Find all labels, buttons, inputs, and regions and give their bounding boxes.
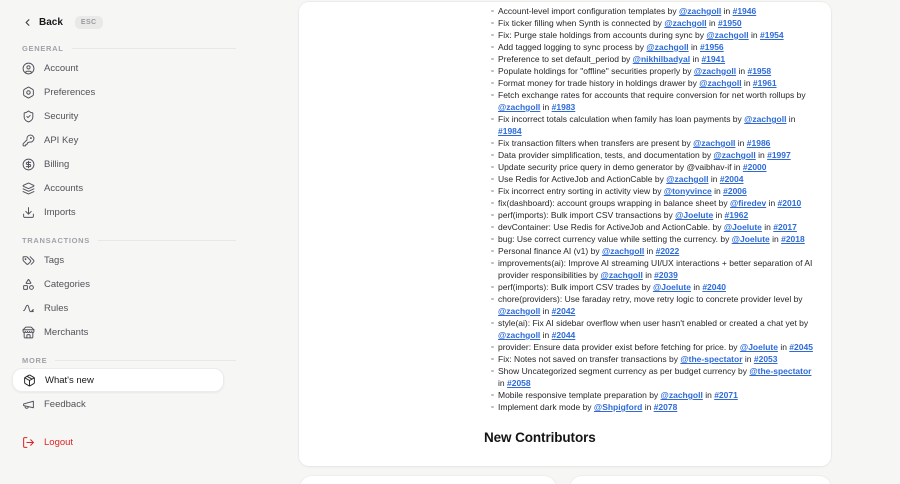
changelog-item: improvements(ai): Improve AI streaming UI/UX interactions + better separation of AI provider responsibilities by @zachgoll in #2039 — [498, 257, 817, 281]
author-link[interactable]: @Joelute — [739, 342, 778, 352]
author-link[interactable]: @zachgoll — [664, 18, 707, 28]
sidebar-item-imports[interactable] — [12, 200, 224, 224]
merchants-icon — [22, 326, 35, 339]
sidebar-item-label: Categories — [44, 278, 90, 290]
sidebar-item-label: Security — [44, 110, 79, 122]
changelog-item: Fix incorrect entry sorting in activity view by @tonyvince in #2006 — [498, 185, 817, 197]
author-link[interactable]: @zachgoll — [699, 78, 742, 88]
sidebar-item-tags[interactable] — [12, 248, 224, 272]
sidebar-item-api-key[interactable] — [12, 128, 224, 152]
billing-icon — [22, 158, 35, 171]
section-label: MORE — [22, 355, 48, 365]
section-header — [12, 42, 236, 54]
pr-link[interactable]: #1954 — [760, 30, 784, 40]
pr-link[interactable]: #2017 — [773, 222, 797, 232]
sidebar-item-security[interactable] — [12, 104, 224, 128]
sidebar-item-merchants[interactable] — [12, 320, 224, 344]
pr-link[interactable]: #2000 — [742, 162, 767, 172]
section-label: GENERAL — [22, 43, 64, 53]
sidebar-item-label: What's new — [45, 374, 94, 386]
author-link[interactable]: @zachgoll — [600, 270, 643, 280]
sidebar-item-label: Merchants — [44, 326, 89, 338]
changelog-item: Implement dark mode by @Shpigford in #2078 — [498, 401, 817, 413]
changelog-item: bug: Use correct currency value while setting the currency. by @Joelute in #2018 — [498, 233, 817, 245]
section-label: TRANSACTIONS — [22, 235, 90, 245]
author-link[interactable]: @zachgoll — [693, 66, 737, 76]
changelog-item: fix(dashboard): account groups wrapping in balance sheet by @firedev in #2010 — [498, 197, 817, 209]
author-link[interactable]: @zachgoll — [693, 138, 736, 148]
back-button[interactable] — [12, 12, 236, 32]
pr-link[interactable]: #1941 — [701, 54, 726, 64]
sidebar-item-preferences[interactable] — [12, 80, 224, 104]
changelog-item: Update security price query in demo generator by @vaibhav-if in #2000 — [498, 161, 817, 173]
section-divider — [98, 240, 236, 241]
changelog-item: style(ai): Fix AI sidebar overflow when user hasn't enabled or created a chat yet by @zachgoll in #2044 — [498, 317, 817, 341]
author-link[interactable]: @zachgoll — [706, 30, 749, 40]
sidebar-item-label: Accounts — [44, 182, 84, 194]
author-link[interactable]: @the-spectator — [680, 354, 743, 364]
sidebar-item-what-s-new[interactable] — [12, 368, 224, 392]
changelog-item: Fix: Purge stale holdings from accounts during sync by @zachgoll in #1954 — [498, 29, 817, 41]
changelog-item: Fix ticker filling when Synth is connected by @zachgoll in #1950 — [498, 17, 817, 29]
pr-link[interactable]: #1958 — [747, 66, 772, 76]
pr-link[interactable]: #2044 — [551, 330, 576, 340]
section-header — [12, 354, 236, 366]
sidebar-item-label: Feedback — [44, 398, 86, 410]
sidebar-item-label: Rules — [44, 302, 69, 314]
author-link[interactable]: @zachgoll — [713, 150, 756, 160]
feedback-icon — [22, 398, 35, 411]
author-link[interactable]: @zachgoll — [666, 174, 709, 184]
author-link[interactable]: @Joelute — [723, 222, 762, 232]
whats-new-panel — [299, 2, 831, 466]
api-key-icon — [22, 134, 35, 147]
categories-icon — [22, 278, 35, 291]
changelog-item: Account-level import configuration templates by @zachgoll in #1946 — [498, 5, 817, 17]
author-link[interactable]: @nikhilbadyal — [632, 54, 691, 64]
author-link[interactable]: @zachgoll — [498, 306, 541, 316]
sidebar-item-account[interactable] — [12, 56, 224, 80]
author-link[interactable]: @Joelute — [652, 282, 691, 292]
changelog-item: devContainer: Use Redis for ActiveJob and ActionCable. by @Joelute in #2017 — [498, 221, 817, 233]
accounts-icon — [22, 182, 35, 195]
sidebar-sections — [12, 42, 236, 416]
pr-link[interactable]: #1961 — [752, 78, 777, 88]
sidebar-item-feedback[interactable] — [12, 392, 224, 416]
pr-link[interactable]: #1962 — [724, 210, 749, 220]
new-contributors-heading: New Contributors — [484, 430, 596, 445]
changelog-item: Mobile responsive template preparation by @zachgoll in #2071 — [498, 389, 817, 401]
pr-link[interactable]: #2040 — [702, 282, 726, 292]
changelog-item: Add tagged logging to sync process by @zachgoll in #1956 — [498, 41, 817, 53]
account-icon — [22, 62, 35, 75]
changelog-item: Fix: Notes not saved on transfer transactions by @the-spectator in #2053 — [498, 353, 817, 365]
author-link[interactable]: @firedev — [730, 198, 767, 208]
section-divider — [55, 360, 236, 361]
changelog-item: Show Uncategorized segment currency as per budget currency by @the-spectator in #2058 — [498, 365, 817, 389]
contributor-card — [570, 476, 831, 484]
section-header — [12, 234, 236, 246]
whats-new-icon — [23, 374, 36, 387]
changelog-item: provider: Ensure data provider exist before fetching for price. by @Joelute in #2045 — [498, 341, 817, 353]
changelog-item: Fix incorrect totals calculation when family has loan payments by @zachgoll in #1984 — [498, 113, 817, 137]
pr-link[interactable]: #2045 — [789, 342, 813, 352]
pr-link[interactable]: #2004 — [719, 174, 744, 184]
author-link[interactable]: @zachgoll — [660, 390, 703, 400]
changelog-item: Fix transaction filters when transfers are present by @zachgoll in #1986 — [498, 137, 817, 149]
author-link[interactable]: @Joelute — [675, 210, 714, 220]
author-link[interactable]: @Shpigford — [593, 402, 643, 412]
changelog-item: Populate holdings for "offline" securities properly by @zachgoll in #1958 — [498, 65, 817, 77]
pr-link[interactable]: #1984 — [498, 126, 522, 136]
changelog-item: Preference to set default_period by @nikhilbadyal in #1941 — [498, 53, 817, 65]
pr-link[interactable]: #2058 — [506, 378, 531, 388]
pr-link[interactable]: #2053 — [753, 354, 778, 364]
pr-link[interactable]: #1986 — [746, 138, 771, 148]
changelog-item: perf(imports): Bulk import CSV transactions by @Joelute in #1962 — [498, 209, 817, 221]
author-link[interactable]: @zachgoll — [744, 114, 787, 124]
back-label: Back — [39, 16, 63, 28]
changelog-item: chore(providers): Use faraday retry, move retry logic to concrete provider level by @zachgoll in #2042 — [498, 293, 817, 317]
author-link[interactable]: @zachgoll — [646, 42, 689, 52]
pr-link[interactable]: #1950 — [717, 18, 742, 28]
imports-icon — [22, 206, 35, 219]
author-link[interactable]: @zachgoll — [601, 246, 645, 256]
pr-link[interactable]: #1946 — [732, 6, 757, 16]
logout-button[interactable] — [12, 430, 224, 454]
pr-link[interactable]: #2078 — [653, 402, 678, 412]
pr-link[interactable]: #2039 — [654, 270, 678, 280]
changelog-item: Personal finance AI (v1) by @zachgoll in #2022 — [498, 245, 817, 257]
author-link[interactable]: @Joelute — [731, 234, 770, 244]
changelog-item: Fetch exchange rates for accounts that require conversion for net worth rollups by @zachgoll in #1983 — [498, 89, 817, 113]
changelog-item: perf(imports): Bulk import CSV trades by @Joelute in #2040 — [498, 281, 817, 293]
changelog-item: Use Redis for ActiveJob and ActionCable by @zachgoll in #2004 — [498, 173, 817, 185]
contributor-card — [300, 476, 556, 484]
pr-link[interactable]: #1956 — [700, 42, 724, 52]
sidebar-item-label: API Key — [44, 134, 79, 146]
sidebar-item-label: Preferences — [44, 86, 96, 98]
pr-link[interactable]: #2071 — [714, 390, 738, 400]
settings-sidebar — [0, 0, 250, 484]
author-link[interactable]: @tonyvince — [663, 186, 712, 196]
sidebar-item-rules[interactable] — [12, 296, 224, 320]
pr-link[interactable]: #2018 — [781, 234, 805, 244]
sidebar-item-categories[interactable] — [12, 272, 224, 296]
author-link[interactable]: @the-spectator — [749, 366, 812, 376]
sidebar-item-label: Account — [44, 62, 79, 74]
author-link[interactable]: @zachgoll — [678, 6, 722, 16]
author-link[interactable]: @zachgoll — [498, 330, 541, 340]
logout-icon — [22, 436, 35, 449]
changelog-item: Data provider simplification, tests, and documentation by @zachgoll in #1997 — [498, 149, 817, 161]
pr-link[interactable]: #1983 — [551, 102, 576, 112]
preferences-icon — [22, 86, 35, 99]
tags-icon — [22, 254, 35, 267]
pr-link[interactable]: #2006 — [723, 186, 747, 196]
sidebar-item-label: Billing — [44, 158, 70, 170]
pr-link[interactable]: #2022 — [655, 246, 680, 256]
rules-icon — [22, 302, 35, 315]
release-notes — [484, 5, 817, 445]
pr-link[interactable]: #2042 — [551, 306, 576, 316]
author-link[interactable]: @zachgoll — [498, 102, 541, 112]
pr-link[interactable]: #1997 — [767, 150, 791, 160]
sidebar-item-billing[interactable] — [12, 152, 224, 176]
chevron-left-icon — [22, 17, 33, 28]
security-icon — [22, 110, 35, 123]
section-divider — [72, 48, 236, 49]
changelog-list — [484, 5, 817, 413]
esc-key-hint: ESC — [75, 16, 103, 29]
pr-link[interactable]: #2010 — [777, 198, 802, 208]
changelog-item: Format money for trade history in holdings drawer by @zachgoll in #1961 — [498, 77, 817, 89]
logout-label: Logout — [44, 436, 74, 448]
sidebar-item-accounts[interactable] — [12, 176, 224, 200]
sidebar-item-label: Tags — [44, 254, 65, 266]
sidebar-item-label: Imports — [44, 206, 76, 218]
